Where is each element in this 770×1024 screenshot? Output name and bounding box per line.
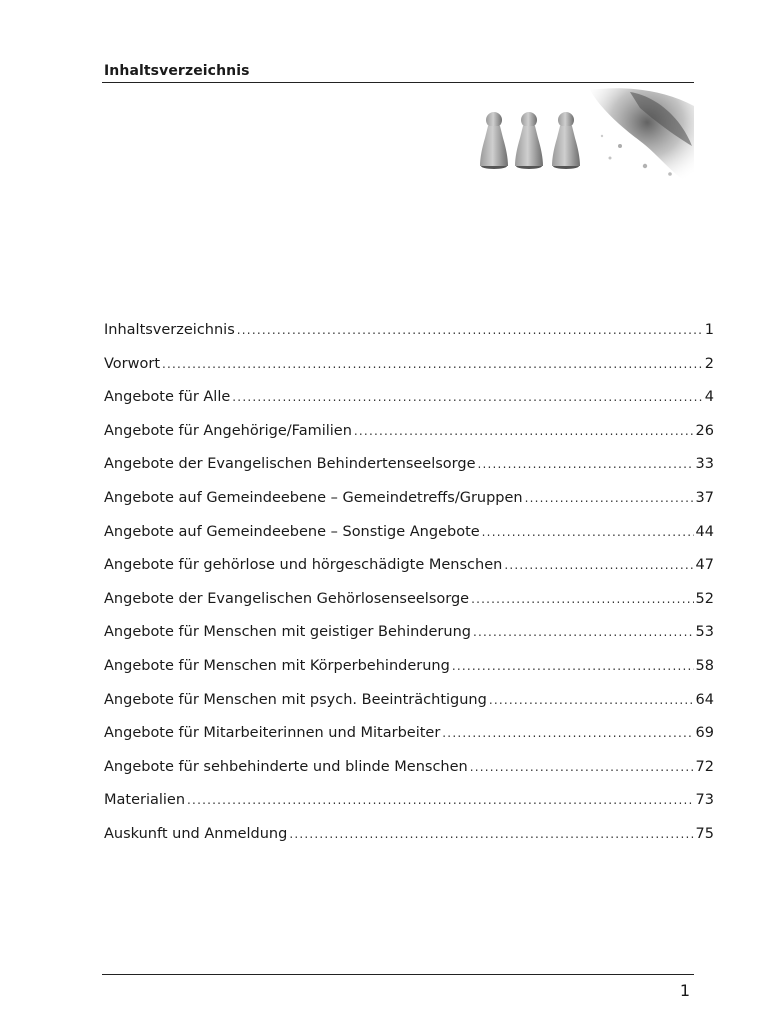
toc-entry-page: 58 <box>695 657 714 674</box>
toc-entry-label: Angebote für Menschen mit geistiger Behinderung <box>104 624 471 641</box>
toc-entry-page: 64 <box>695 691 714 708</box>
toc-dot-leader <box>232 390 702 404</box>
toc-entry-page: 69 <box>695 725 714 742</box>
toc-entry[interactable] <box>104 356 714 390</box>
toc-dot-leader <box>187 793 694 807</box>
toc-entry[interactable] <box>104 322 714 356</box>
toc-dot-leader <box>525 491 694 505</box>
footer-divider <box>102 974 694 975</box>
toc-entry[interactable] <box>104 692 714 726</box>
toc-entry-label: Angebote der Evangelischen Behindertenseelsorge <box>104 456 476 473</box>
toc-entry-page: 2 <box>704 355 714 372</box>
toc-entry-label: Angebote auf Gemeindeebene – Sonstige Angebote <box>104 523 480 540</box>
toc-entry-label: Angebote für Menschen mit psych. Beeinträchtigung <box>104 691 487 708</box>
pawn-3 <box>552 112 580 169</box>
toc-dot-leader <box>470 760 694 774</box>
toc-entry-page: 4 <box>704 389 714 406</box>
toc-entry[interactable] <box>104 792 714 826</box>
smoke-texture <box>590 88 694 186</box>
toc-entry[interactable] <box>104 591 714 625</box>
toc-entry[interactable] <box>104 725 714 759</box>
toc-entry-label: Angebote für gehörlose und hörgeschädigte Menschen <box>104 557 503 574</box>
toc-entry[interactable] <box>104 524 714 558</box>
toc-entry-page: 44 <box>695 523 714 540</box>
toc-entry-label: Angebote für Alle <box>104 389 231 406</box>
toc-entry-page: 33 <box>695 456 714 473</box>
toc-entry-label: Vorwort <box>104 355 161 372</box>
toc-dot-leader <box>504 558 693 572</box>
toc-dot-leader <box>442 726 693 740</box>
toc-entry[interactable] <box>104 490 714 524</box>
toc-dot-leader <box>354 424 694 438</box>
toc-dot-leader <box>162 357 703 371</box>
toc-dot-leader <box>289 827 693 841</box>
toc-entry-page: 1 <box>704 322 714 338</box>
toc-dot-leader <box>237 323 703 337</box>
toc-entry-label: Angebote der Evangelischen Gehörlosenseelsorge <box>104 590 470 607</box>
toc-entry[interactable] <box>104 759 714 793</box>
header-divider <box>102 82 694 83</box>
toc-dot-leader <box>473 625 694 639</box>
running-header-title: Inhaltsverzeichnis <box>104 63 250 79</box>
toc-entry[interactable] <box>104 423 714 457</box>
toc-entry-label: Inhaltsverzeichnis <box>104 322 235 338</box>
toc-entry-label: Angebote für Menschen mit Körperbehinderung <box>104 657 450 674</box>
toc-entry-page: 26 <box>695 422 714 439</box>
toc-entry-page: 47 <box>695 557 714 574</box>
toc-dot-leader <box>489 693 694 707</box>
toc-dot-leader <box>478 457 694 471</box>
toc-entry-page: 73 <box>695 792 714 809</box>
toc-entry[interactable] <box>104 658 714 692</box>
toc-entry[interactable] <box>104 624 714 658</box>
table-of-contents <box>104 322 714 860</box>
toc-entry-label: Angebote auf Gemeindeebene – Gemeindetreffs/Gruppen <box>104 489 523 506</box>
toc-dot-leader <box>471 592 693 606</box>
page-number: 1 <box>679 981 690 1000</box>
toc-entry-page: 52 <box>695 590 714 607</box>
toc-entry-page: 53 <box>695 624 714 641</box>
toc-entry[interactable] <box>104 456 714 490</box>
toc-entry[interactable] <box>104 826 714 860</box>
toc-entry[interactable] <box>104 557 714 591</box>
toc-dot-leader <box>452 659 694 673</box>
toc-entry-page: 75 <box>695 825 714 842</box>
toc-entry-page: 37 <box>695 489 714 506</box>
game-pawns-icon <box>470 86 694 186</box>
pawn-2 <box>515 112 543 169</box>
toc-entry-label: Angebote für Angehörige/Familien <box>104 422 352 439</box>
pawn-1 <box>480 112 508 169</box>
toc-dot-leader <box>482 525 694 539</box>
toc-entry-page: 72 <box>695 758 714 775</box>
toc-entry[interactable] <box>104 389 714 423</box>
toc-entry-label: Materialien <box>104 792 186 809</box>
toc-entry-label: Angebote für Mitarbeiterinnen und Mitarbeiter <box>104 725 441 742</box>
toc-entry-label: Auskunft und Anmeldung <box>104 825 288 842</box>
toc-entry-label: Angebote für sehbehinderte und blinde Menschen <box>104 758 468 775</box>
